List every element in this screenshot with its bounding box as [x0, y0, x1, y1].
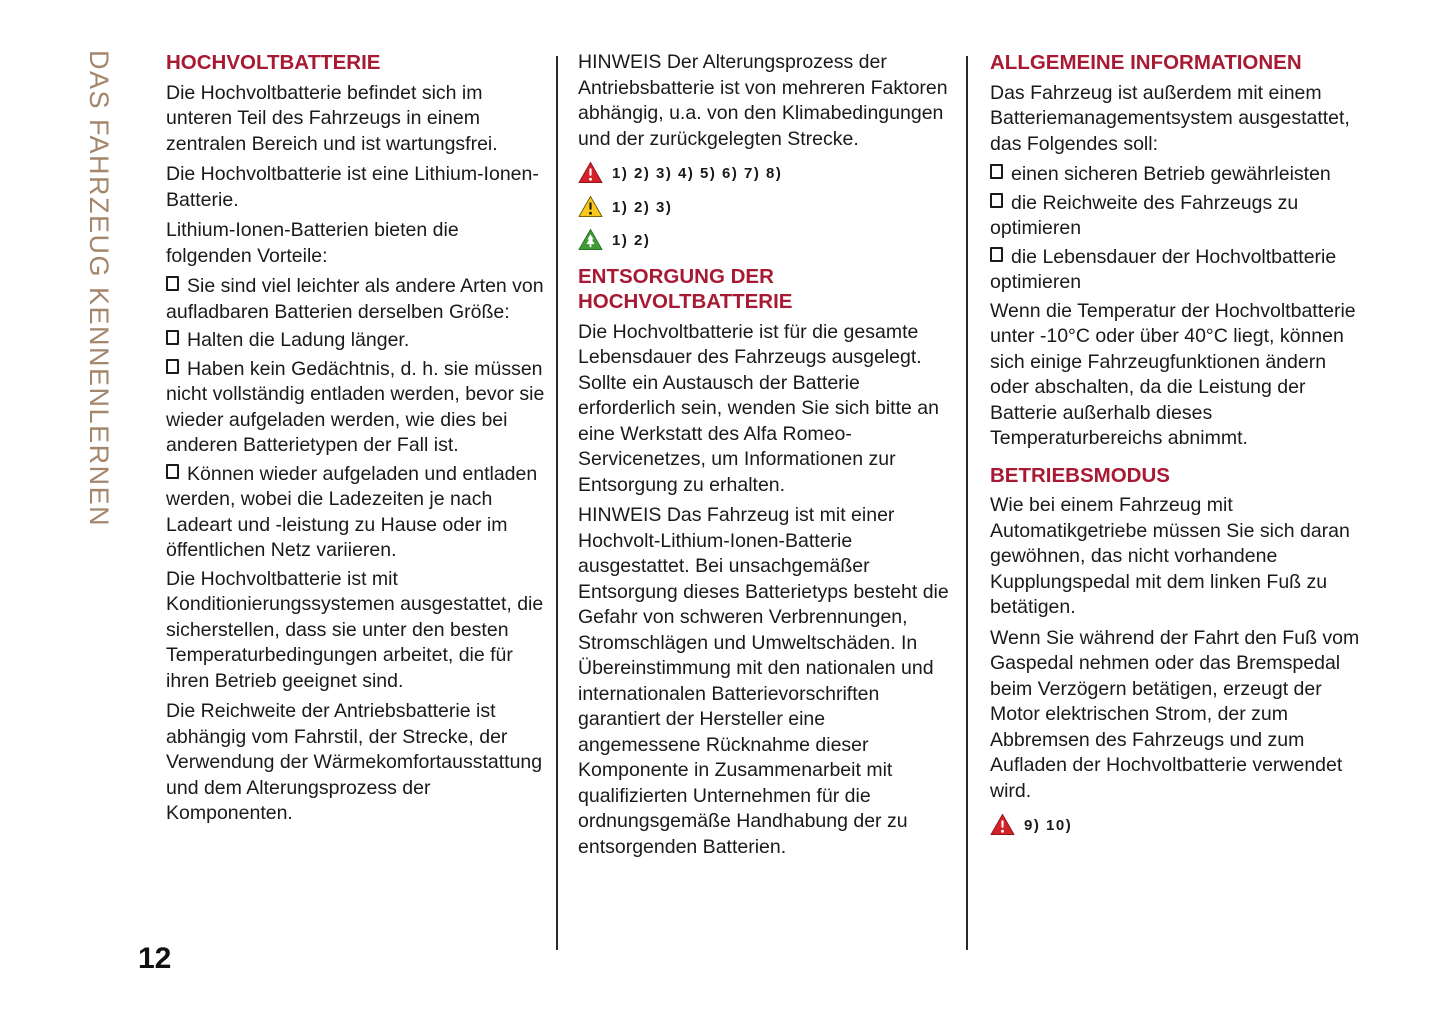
column-2 — [578, 50, 950, 865]
paragraph: Die Hochvoltbatterie ist mit Konditionierungssystemen ausgestattet, die sicherstellen, dass sie unter den besten Temperaturbedingungen arbeitet, die für ihren Betrieb geeignet sind. — [166, 567, 544, 692]
bullet-text: die Lebensdauer der Hochvoltbatterie optimieren — [990, 245, 1337, 293]
symbol-reference-row — [990, 812, 1362, 838]
bullet-text: Können wieder aufgeladen und entladen werden, wobei die Ladezeiten je nach Ladeart und -leistung zu Hause oder im öffentlichen Netz variieren. — [166, 462, 538, 561]
paragraph: Wenn Sie während der Fahrt den Fuß vom Gaspedal nehmen oder das Bremspedal beim Verzögern betätigen, erzeugt der Motor elektrischen Strom, der zum Abbremsen des Fahrzeugs und zum Aufladen der Hochvoltbatterie verwendet wird. — [990, 626, 1360, 802]
note-references: 1) 2) 3) — [612, 198, 673, 216]
bullet-text: Sie sind viel leichter als andere Arten von aufladbaren Batterien derselben Größe: — [166, 275, 544, 323]
paragraph: Wie bei einem Fahrzeug mit Automatikgetriebe müssen Sie sich daran gewöhnen, das nicht vorhandene Kupplungspedal mit dem linken Fuß zu betätigen. — [990, 494, 1350, 618]
column-divider — [556, 56, 558, 950]
warning-icon — [990, 813, 1015, 836]
bullet-text: die Reichweite des Fahrzeugs zu optimieren — [990, 191, 1299, 239]
bullet-item — [166, 274, 546, 325]
chapter-sidebar-label: DAS FAHRZEUG KENNENLERNEN — [84, 50, 114, 528]
section-heading: BETRIEBSMODUS — [990, 463, 1170, 487]
paragraph: HINWEIS Das Fahrzeug ist mit einer Hochvolt-Lithium-Ionen-Batterie ausgestattet. Bei unsachgemäßer Entsorgung dieses Batterietyps besteht die Gefahr von schweren Verbrennungen, Stromschlägen und Umweltschäden. In Übereinstimmung mit den nationalen und internationalen Batterievorschriften garantiert der Hersteller eine angemessene Rücknahme dieser Komponente in Zusammenarbeit mit qualifizierten Unternehmen für die ordnungsgemäße Handhabung der zu entsorgenden Batterien. — [578, 504, 949, 858]
bullet-text: einen sicheren Betrieb gewährleisten — [1011, 163, 1331, 185]
column-1 — [166, 50, 546, 832]
section-heading: ALLGEMEINE INFORMATIONEN — [990, 51, 1302, 74]
paragraph: Die Reichweite der Antriebsbatterie ist abhängig vom Fahrstil, der Strecke, der Verwendung der Wärmekomfortausstattung und dem Alterungsprozess der Komponenten. — [166, 700, 543, 824]
warning-icon — [578, 161, 603, 184]
square-bullet-icon — [990, 164, 1003, 179]
paragraph: Lithium-Ionen-Batterien bieten die folgenden Vorteile: — [166, 219, 459, 267]
caution-icon — [578, 195, 603, 218]
square-bullet-icon — [166, 464, 179, 479]
bullet-text: Haben kein Gedächtnis, d. h. sie müssen nicht vollständig entladen werden, bevor sie wieder aufgeladen werden, wie dies bei anderen Batterietypen der Fall ist. — [166, 357, 545, 456]
square-bullet-icon — [166, 359, 179, 374]
bullet-item — [990, 191, 1362, 242]
paragraph: HINWEIS Der Alterungsprozess der Antriebsbatterie ist von mehreren Faktoren abhängig, u.a. von den Klimabedingungen und der zurückgelegten Strecke. — [578, 51, 948, 150]
square-bullet-icon — [166, 276, 179, 291]
column-divider — [966, 56, 968, 950]
bullet-item — [166, 462, 546, 564]
section-heading: HOCHVOLTBATTERIE — [166, 51, 381, 74]
page-number: 12 — [138, 942, 172, 975]
symbol-reference-row — [578, 227, 950, 253]
note-references: 9) 10) — [1024, 817, 1073, 834]
symbol-reference-row — [578, 160, 950, 186]
bullet-item — [990, 162, 1362, 188]
paragraph: Das Fahrzeug ist außerdem mit einem Batteriemanagementsystem ausgestattet, das Folgendes soll: — [990, 81, 1350, 155]
bullet-item — [166, 328, 546, 354]
note-references: 1) 2) — [612, 232, 651, 249]
paragraph: Wenn die Temperatur der Hochvoltbatterie unter -10°C oder über 40°C liegt, können sich einige Fahrzeugfunktionen ändern oder abschalten, da die Leistung der Batterie außerhalb dieses Temperaturbereichs abnimmt. — [990, 299, 1356, 449]
column-3 — [990, 50, 1362, 846]
section-heading: ENTSORGUNG DER HOCHVOLTBATTERIE — [578, 264, 793, 313]
bullet-text: Halten die Ladung länger. — [187, 329, 410, 351]
square-bullet-icon — [990, 247, 1003, 262]
square-bullet-icon — [166, 330, 179, 345]
environment-icon — [578, 228, 603, 251]
bullet-item — [166, 357, 546, 459]
square-bullet-icon — [990, 193, 1003, 208]
bullet-item — [990, 245, 1362, 296]
paragraph: Die Hochvoltbatterie ist eine Lithium-Ionen-Batterie. — [166, 163, 539, 211]
paragraph: Die Hochvoltbatterie ist für die gesamte Lebensdauer des Fahrzeugs ausgelegt. Sollte ein Austausch der Batterie erforderlich sein, wenden Sie sich bitte an eine Werkstatt des Alfa Romeo-Servicenetzes, um Informationen zur Entsorgung zu erhalten. — [578, 320, 939, 496]
symbol-reference-row — [578, 194, 950, 220]
note-references: 1) 2) 3) 4) 5) 6) 7) 8) — [612, 165, 783, 182]
paragraph: Die Hochvoltbatterie befindet sich im unteren Teil des Fahrzeugs in einem zentralen Bereich und ist wartungsfrei. — [166, 81, 498, 155]
